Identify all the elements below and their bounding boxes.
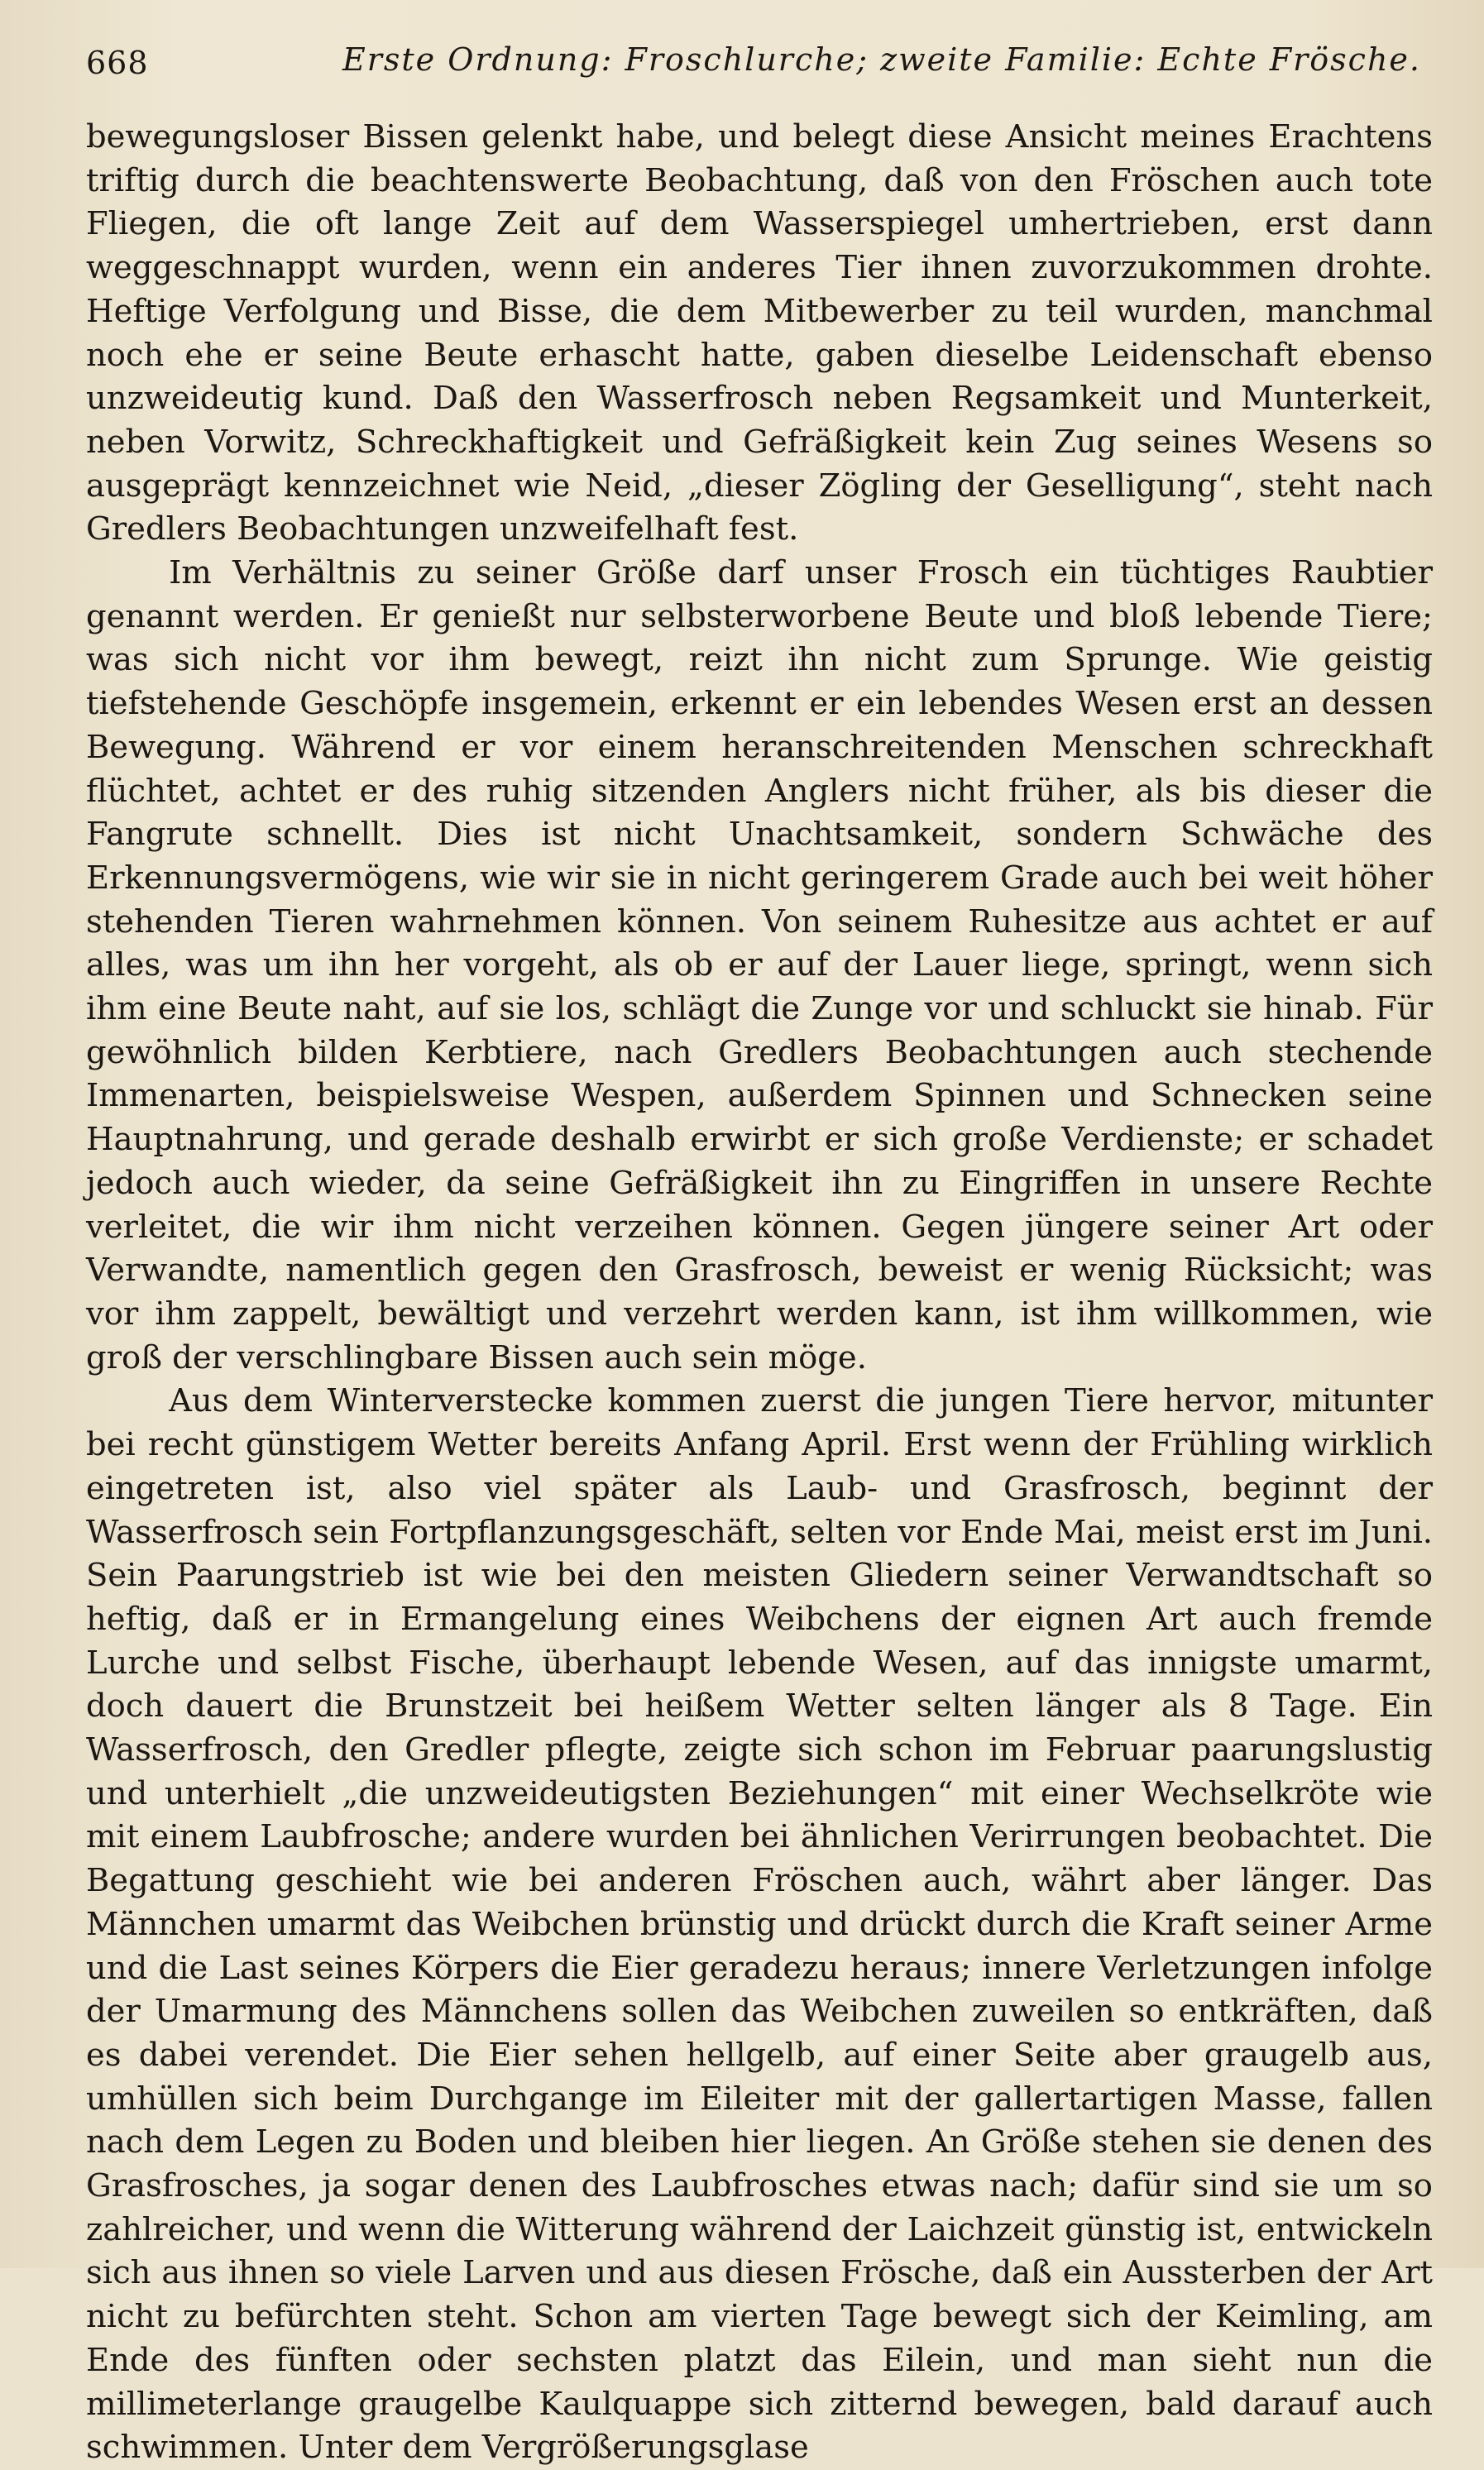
running-head: Erste Ordnung: Froschlurche; zweite Familie: Echte Frösche.: [342, 41, 1421, 78]
paragraph-predation: Im Verhältnis zu seiner Größe darf unser Frosch ein tüchtiges Raubtier genannt werden. Er genießt nur selbsterworbene Beute und bloß lebende Tiere; was sich nicht vor ihm bewegt, reizt ihn nicht zum Sprunge. Wie geistig tiefstehende Geschöpfe insgemein, erkennt er ein lebendes Wesen erst an dessen Bewegung. Während er vor einem heranschreitenden Menschen schreckhaft flüchtet, achtet er des ruhig sitzenden Anglers nicht früher, als bis dieser die Fangrute schnellt. Dies ist nicht Unachtsamkeit, sondern Schwäche des Erkennungsvermögens, wie wir sie in nicht geringerem Grade auch bei weit höher stehenden Tieren wahrnehmen können. Von seinem Ruhesitze aus achtet er auf alles, was um ihn her vorgeht, als ob er auf der Lauer liege, springt, wenn sich ihm eine Beute naht, auf sie los, schlägt die Zunge vor und schluckt sie hinab. Für gewöhnlich bilden Kerbtiere, nach Gredlers Beobachtungen auch stechende Immenarten, beispielsweise Wespen, außerdem Spinnen und Schnecken seine Hauptnahrung, und gerade deshalb erwirbt er sich große Verdienste; er schadet jedoch auch wieder, da seine Gefräßigkeit ihn zu Eingriffen in unsere Rechte verleitet, die wir ihm nicht verzeihen können. Gegen jüngere seiner Art oder Verwandte, namentlich gegen den Grasfrosch, beweist er wenig Rücksicht; was vor ihm zappelt, bewältigt und verzehrt werden kann, ist ihm willkommen, wie groß der verschlingbare Bissen auch sein möge.: [86, 554, 1433, 1376]
page-number: 668: [86, 45, 149, 81]
page-header: [86, 41, 1443, 91]
paragraph-continued: bewegungsloser Bissen gelenkt habe, und belegt diese Ansicht meines Erachtens triftig durch die beachtenswerte Beobachtung, daß von den Fröschen auch tote Fliegen, die oft lange Zeit auf dem Wasserspiegel umhertrieben, erst dann weggeschnappt wurden, wenn ein anderes Tier ihnen zuvorzukommen drohte. Heftige Verfolgung und Bisse, die dem Mitbewerber zu teil wurden, manchmal noch ehe er seine Beute erhascht hatte, gaben dieselbe Leidenschaft ebenso unzweideutig kund. Daß den Wasserfrosch neben Regsamkeit und Munterkeit, neben Vorwitz, Schreckhaftigkeit und Gefräßigkeit kein Zug seines Wesens so ausgeprägt kennzeichnet wie Neid, „dieser Zögling der Geselligung“, steht nach Gredlers Beobachtungen unzweifelhaft fest.: [86, 118, 1433, 548]
body-text: [86, 116, 1433, 2470]
paragraph-reproduction: Aus dem Winterverstecke kommen zuerst die jungen Tiere hervor, mitunter bei recht günstigem Wetter bereits Anfang April. Erst wenn der Frühling wirklich eingetreten ist, also viel später als Laub- und Grasfrosch, beginnt der Wasserfrosch sein Fortpflanzungsgeschäft, selten vor Ende Mai, meist erst im Juni. Sein Paarungstrieb ist wie bei den meisten Gliedern seiner Verwandtschaft so heftig, daß er in Ermangelung eines Weibchens der eignen Art auch fremde Lurche und selbst Fische, überhaupt lebende Wesen, auf das innigste umarmt, doch dauert die Brunstzeit bei heißem Wetter selten länger als 8 Tage. Ein Wasserfrosch, den Gredler pflegte, zeigte sich schon im Februar paarungslustig und unterhielt „die unzweideutigsten Beziehungen“ mit einer Wechselkröte wie mit einem Laubfrosche; andere wurden bei ähnlichen Verirrungen beobachtet. Die Begattung geschieht wie bei anderen Fröschen auch, währt aber länger. Das Männchen umarmt das Weibchen brünstig und drückt durch die Kraft seiner Arme und die Last seines Körpers die Eier geradezu heraus; innere Verletzungen infolge der Umarmung des Männchens sollen das Weibchen zuweilen so entkräften, daß es dabei verendet. Die Eier sehen hellgelb, auf einer Seite aber graugelb aus, umhüllen sich beim Durchgange im Eileiter mit der gallertartigen Masse, fallen nach dem Legen zu Boden und bleiben hier liegen. An Größe stehen sie denen des Grasfrosches, ja sogar denen des Laubfrosches etwas nach; dafür sind sie um so zahlreicher, und wenn die Witterung während der Laichzeit günstig ist, entwickeln sich aus ihnen so viele Larven und aus diesen Frösche, daß ein Aussterben der Art nicht zu befürchten steht. Schon am vierten Tage bewegt sich der Keimling, am Ende des fünften oder sechsten platzt das Eilein, und man sieht nun die millimeterlange graugelbe Kaulquappe sich zitternd bewegen, bald darauf auch schwimmen. Unter dem Vergrößerungsglase: [86, 1382, 1433, 2467]
